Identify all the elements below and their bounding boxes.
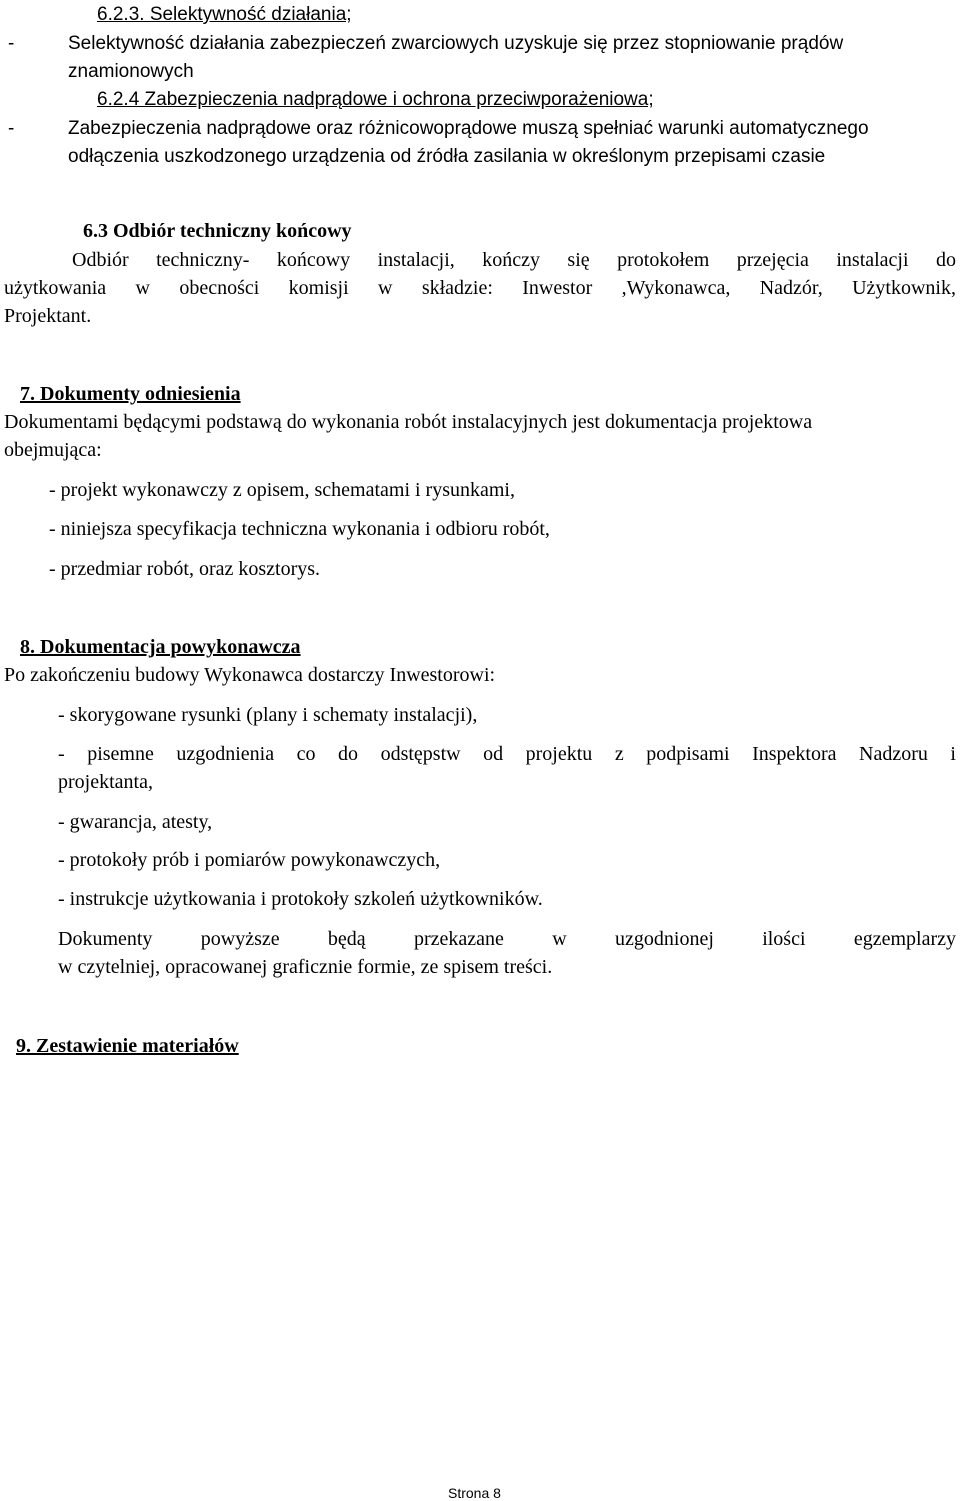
section-6-2-3-text-line2: znamionowych xyxy=(68,61,194,82)
bullet-dash: - xyxy=(8,33,15,54)
section-8-heading: 8. Dokumentacja powykonawcza xyxy=(20,636,301,658)
list-item: - protokoły prób i pomiarów powykonawczych, xyxy=(58,849,441,871)
section-7-line2: obejmująca: xyxy=(4,439,102,461)
section-8-closing-line1: Dokumenty powyższe będą przekazane w uzgodnionej ilości egzemplarzy xyxy=(58,928,956,950)
section-6-2-4-text-line1: Zabezpieczenia nadprądowe oraz różnicowoprądowe muszą spełniać warunki automatycznego xyxy=(68,118,869,139)
list-item: - niniejsza specyfikacja techniczna wykonania i odbioru robót, xyxy=(49,518,550,540)
section-6-3-line3: Projektant. xyxy=(4,305,92,327)
section-6-3-heading: 6.3 Odbiór techniczny końcowy xyxy=(83,220,352,242)
section-6-2-3-text-line1: Selektywność działania zabezpieczeń zwarciowych uzyskuje się przez stopniowanie prądów xyxy=(68,33,844,54)
bullet-dash: - xyxy=(8,118,15,139)
section-8-intro: Po zakończeniu budowy Wykonawca dostarczy Inwestorowi: xyxy=(4,664,496,686)
section-6-3-line1: Odbiór techniczny- końcowy instalacji, kończy się protokołem przejęcia instalacji do xyxy=(72,249,956,271)
section-6-3-line2: użytkowania w obecności komisji w składzie: Inwestor ,Wykonawca, Nadzór, Użytkownik, xyxy=(4,277,956,299)
list-item: - skorygowane rysunki (plany i schematy instalacji), xyxy=(58,704,478,726)
list-item: - instrukcje użytkowania i protokoły szkoleń użytkowników. xyxy=(58,888,543,910)
section-8-closing-line2: w czytelniej, opracowanej graficznie formie, ze spisem treści. xyxy=(58,956,553,978)
section-6-2-4-text-line2: odłączenia uszkodzonego urządzenia od źródła zasilania w określonym przepisami czasie xyxy=(68,146,826,167)
section-7-heading: 7. Dokumenty odniesienia xyxy=(20,383,241,405)
list-item: - projekt wykonawczy z opisem, schematami i rysunkami, xyxy=(49,479,515,501)
list-item: - przedmiar robót, oraz kosztorys. xyxy=(49,558,321,580)
section-6-2-4-heading: 6.2.4 Zabezpieczenia nadprądowe i ochrona przeciwporażeniowa; xyxy=(97,89,654,110)
section-9-heading: 9. Zestawienie materiałów xyxy=(16,1035,239,1057)
section-6-2-3-heading: 6.2.3. Selektywność działania; xyxy=(97,4,352,25)
list-item-continuation: projektanta, xyxy=(58,771,153,793)
list-item: - gwarancja, atesty, xyxy=(58,811,213,833)
list-item: - pisemne uzgodnienia co do odstępstw od projektu z podpisami Inspektora Nadzoru i xyxy=(58,743,956,765)
section-7-line1: Dokumentami będącymi podstawą do wykonania robót instalacyjnych jest dokumentacja projektowa xyxy=(4,411,813,433)
page-number: Strona 8 xyxy=(448,1485,501,1501)
